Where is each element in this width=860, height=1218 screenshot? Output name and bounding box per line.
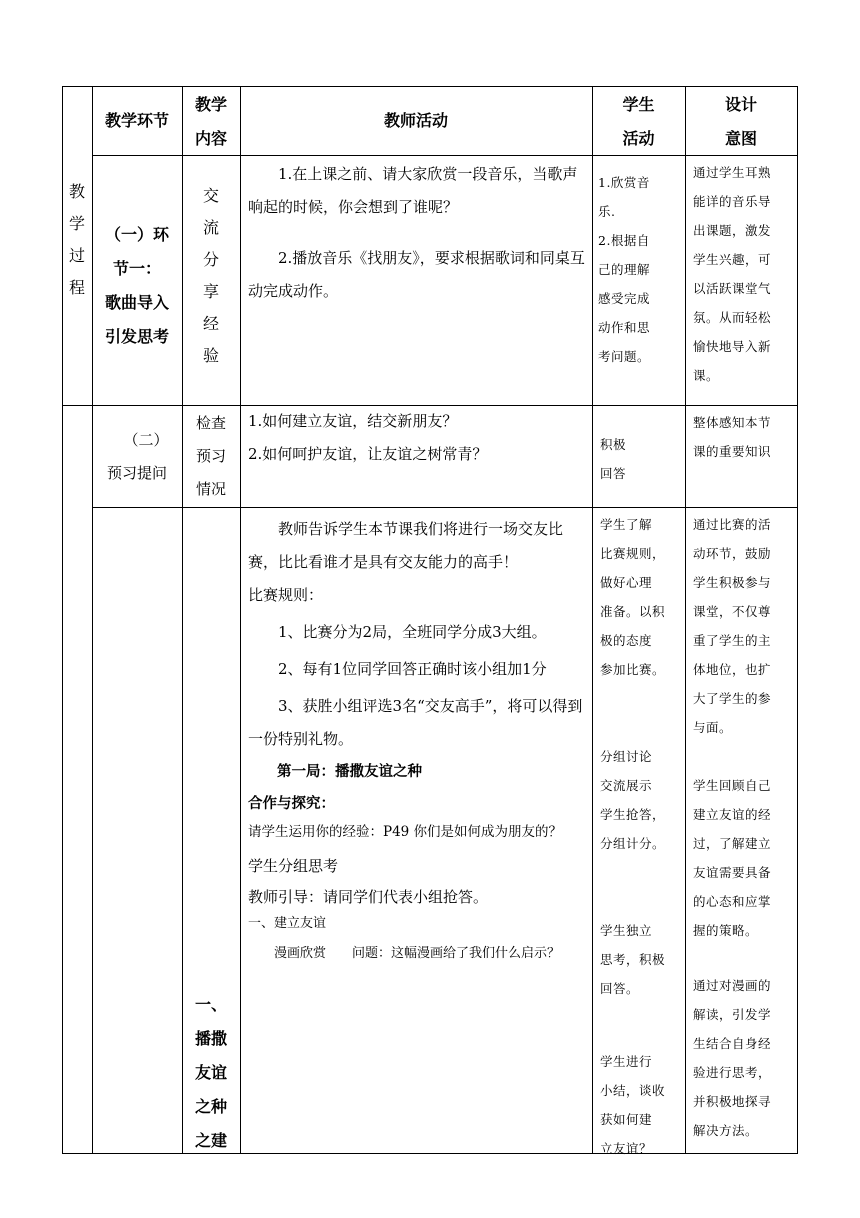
row3-student-line: 学生了解: [600, 517, 653, 532]
row3-design-line: 解读，引发学: [693, 1007, 772, 1022]
row1-teacher: [248, 158, 586, 308]
row2-student-line: 回答: [600, 466, 627, 481]
row2-teacher-line: 2.如何呵护友谊，让友谊之树常青？: [248, 445, 488, 463]
table-col-divider: [685, 86, 686, 1154]
row3-student-line: 学生独立: [600, 923, 653, 938]
row3-comic: 漫画欣赏 问题：这幅漫画给了我们什么启示？: [274, 946, 561, 961]
row2-section: [92, 424, 182, 490]
row3-design: [693, 510, 797, 1145]
row3-rules-title: 比赛规则：: [248, 586, 324, 604]
row3-round-1-title: 第一局：播撒友谊之种: [277, 764, 422, 780]
row1-student: [598, 168, 684, 371]
row1-content-char: 分: [202, 250, 219, 269]
row1-design-line: 课。: [693, 368, 720, 383]
row3-student-group-c: [600, 916, 684, 1003]
row1-content: [182, 180, 240, 372]
row3-design-line: 学生回顾自己: [693, 778, 772, 793]
row3-student: [600, 510, 684, 1163]
row1-design-line: 能详的音乐导: [693, 194, 772, 209]
row3-student-group-d: [600, 1047, 684, 1163]
row1-design-line: 以活跃课堂气: [693, 281, 772, 296]
table-border-right: [797, 86, 798, 1154]
row1-design-line: 出课题，激发: [693, 223, 772, 238]
row2-design-line: 课的重要知识: [693, 444, 772, 459]
row3-design-group-b: [693, 771, 797, 945]
row3-design-line: 大了学生的参: [693, 691, 772, 706]
row2-teacher-line: 1.如何建立友谊，结交新朋友？: [248, 412, 458, 430]
row1-student-line: 己的理解: [598, 262, 651, 277]
row3-section: [182, 988, 240, 1158]
row3-student-line: 交流展示: [600, 778, 653, 793]
row3-design-line: 解决方法。: [693, 1123, 759, 1138]
row3-design-line: 学生积极参与: [693, 575, 772, 590]
row3-design-line: 验进行思考，: [693, 1065, 772, 1080]
row3-design-line: 过，了解建立: [693, 836, 772, 851]
row3-section-line: 之建: [194, 1131, 227, 1150]
header-section-label: 教学环节: [104, 111, 169, 130]
row3-student-line: 获如何建: [600, 1112, 653, 1127]
row3-section-line: 一、: [194, 995, 227, 1014]
row3-student-line: 回答。: [600, 981, 640, 996]
row3-student-line: 分组讨论: [600, 749, 653, 764]
row1-design-line: 愉快地导入新: [693, 339, 772, 354]
header-design: [685, 86, 797, 155]
row1-student-line: 考问题。: [598, 349, 651, 364]
row3-sub-1: 一、建立友谊: [248, 916, 327, 931]
row3-ask: 请学生运用你的经验：P49 你们是如何成为朋友的？: [248, 824, 563, 840]
header-design-line1: 设计: [724, 95, 757, 114]
row3-student-line: 准备。以积: [600, 604, 666, 619]
row2-student-line: 积极: [600, 437, 627, 452]
header-content: [182, 86, 240, 155]
row2-design-line: 整体感知本节: [693, 415, 772, 430]
row1-student-line: 1.欣赏音: [598, 175, 650, 190]
row1-section-line: 歌曲导入: [104, 293, 169, 312]
row3-coop-title: 合作与探究：: [248, 796, 335, 812]
row1-section-line: 节一：: [112, 259, 161, 278]
row3-design-line: 建立友谊的经: [693, 807, 772, 822]
row3-design-line: 与面。: [693, 720, 733, 735]
row3-group: 学生分组思考: [248, 857, 339, 875]
row1-teacher-paragraph: 2.播放音乐《找朋友》，要求根据歌词和同桌互动完成动作。: [248, 249, 585, 300]
row3-student-line: 做好心理: [600, 575, 653, 590]
row3-design-line: 通过对漫画的: [693, 978, 772, 993]
row1-design-line: 氛。从而轻松: [693, 310, 772, 325]
row1-student-line: 动作和思: [598, 320, 651, 335]
row3-rule-2: 2、每有1位同学回答正确时该小组加1分: [278, 660, 547, 678]
row1-content-char: 交: [202, 186, 219, 205]
header-teacher: [240, 86, 592, 155]
row3-design-line: 重了学生的主: [693, 633, 772, 648]
row3-student-line: 立友谊？: [600, 1141, 653, 1156]
row2-section-line: 预习提问: [106, 464, 167, 482]
side-label-char: 过: [68, 246, 85, 265]
header-student: [592, 86, 685, 155]
row1-section: [92, 218, 182, 354]
row1-content-char: 流: [202, 218, 219, 237]
row2-student: [600, 430, 684, 488]
row1-student-line: 乐.: [598, 204, 616, 219]
row3-student-line: 学生进行: [600, 1054, 653, 1069]
row3-design-line: 生结合自身经: [693, 1036, 772, 1051]
row1-design-line: 学生兴趣，可: [693, 252, 772, 267]
row2-content-line: 情况: [195, 480, 226, 498]
row3-design-line: 课堂，不仅尊: [693, 604, 772, 619]
header-teacher-label: 教师活动: [383, 111, 448, 130]
row3-design-line: 通过比赛的活: [693, 517, 772, 532]
row1-student-line: 感受完成: [598, 291, 651, 306]
row3-student-line: 分组计分。: [600, 836, 666, 851]
row3-section-line: 之种: [194, 1097, 227, 1116]
side-label-char: 学: [68, 214, 85, 233]
header-content-line2: 内容: [194, 129, 227, 148]
row2-design: [693, 408, 797, 466]
row3-design-group-c: [693, 971, 797, 1145]
side-label-char: 程: [68, 278, 85, 297]
row3-design-line: 的心态和应掌: [693, 894, 772, 909]
row3-student-group-b: [600, 742, 684, 858]
row3-student-group-a: [600, 510, 684, 684]
row3-section-line: 播撒: [194, 1029, 227, 1048]
row3-student-line: 思考，积极: [600, 952, 666, 967]
table-row-divider: [92, 507, 798, 508]
row3-rule-1: 1、比赛分为2局，全班同学分成3大组。: [278, 623, 547, 641]
row3-design-line: 并积极地探寻: [693, 1094, 772, 1109]
row3-design-line: 动环节，鼓励: [693, 546, 772, 561]
row3-rule-3: 3、获胜小组评选3名“交友高手”，将可以得到一份特别礼物。: [248, 697, 583, 748]
row1-section-line: 引发思考: [104, 327, 169, 346]
row1-content-char: 验: [202, 346, 219, 365]
row1-section-line: （一）环: [104, 225, 169, 244]
row2-content-line: 检查: [195, 414, 226, 432]
row3-section-line: 友谊: [194, 1063, 227, 1082]
row3-design-line: 握的策略。: [693, 923, 759, 938]
side-label-char: 教: [68, 182, 85, 201]
table-col-divider: [592, 86, 593, 1154]
row1-teacher-paragraph: 1.在上课之前、请大家欣赏一段音乐，当歌声响起的时候，你会想到了谁呢？: [248, 165, 578, 216]
row1-content-char: 享: [202, 282, 219, 301]
row3-student-line: 比赛规则，: [600, 546, 666, 561]
row2-teacher: [248, 405, 586, 471]
row3-teacher: [248, 513, 588, 967]
row1-content-char: 经: [202, 314, 219, 333]
row1-student-line: 2.根据自: [598, 233, 650, 248]
row2-section-line: （二）: [123, 431, 169, 449]
header-section: [92, 86, 182, 155]
row2-content-line: 预习: [195, 447, 226, 465]
header-design-line2: 意图: [724, 129, 757, 148]
row3-design-line: 友谊需要具备: [693, 865, 772, 880]
header-content-line1: 教学: [194, 95, 227, 114]
row1-design: [693, 158, 797, 390]
row1-design-line: 通过学生耳熟: [693, 165, 772, 180]
row3-student-line: 小结，谈收: [600, 1083, 666, 1098]
row3-design-line: 体地位，也扩: [693, 662, 772, 677]
header-student-line2: 活动: [622, 129, 655, 148]
row3-student-line: 极的态度: [600, 633, 653, 648]
row3-design-group-a: [693, 510, 797, 742]
row2-content: [182, 407, 240, 506]
side-label-teaching-process: [62, 176, 92, 304]
row3-student-line: 学生抢答，: [600, 807, 666, 822]
table-col-divider: [240, 86, 241, 1154]
row3-guide: 教师引导：请同学们代表小组抢答。: [248, 888, 489, 906]
row3-teacher-intro: 教师告诉学生本节课我们将进行一场交友比赛，比比看谁才是具有交友能力的高手！: [248, 520, 564, 571]
row3-student-line: 参加比赛。: [600, 662, 666, 677]
header-student-line1: 学生: [622, 95, 655, 114]
table-border-bottom: [62, 1153, 798, 1154]
